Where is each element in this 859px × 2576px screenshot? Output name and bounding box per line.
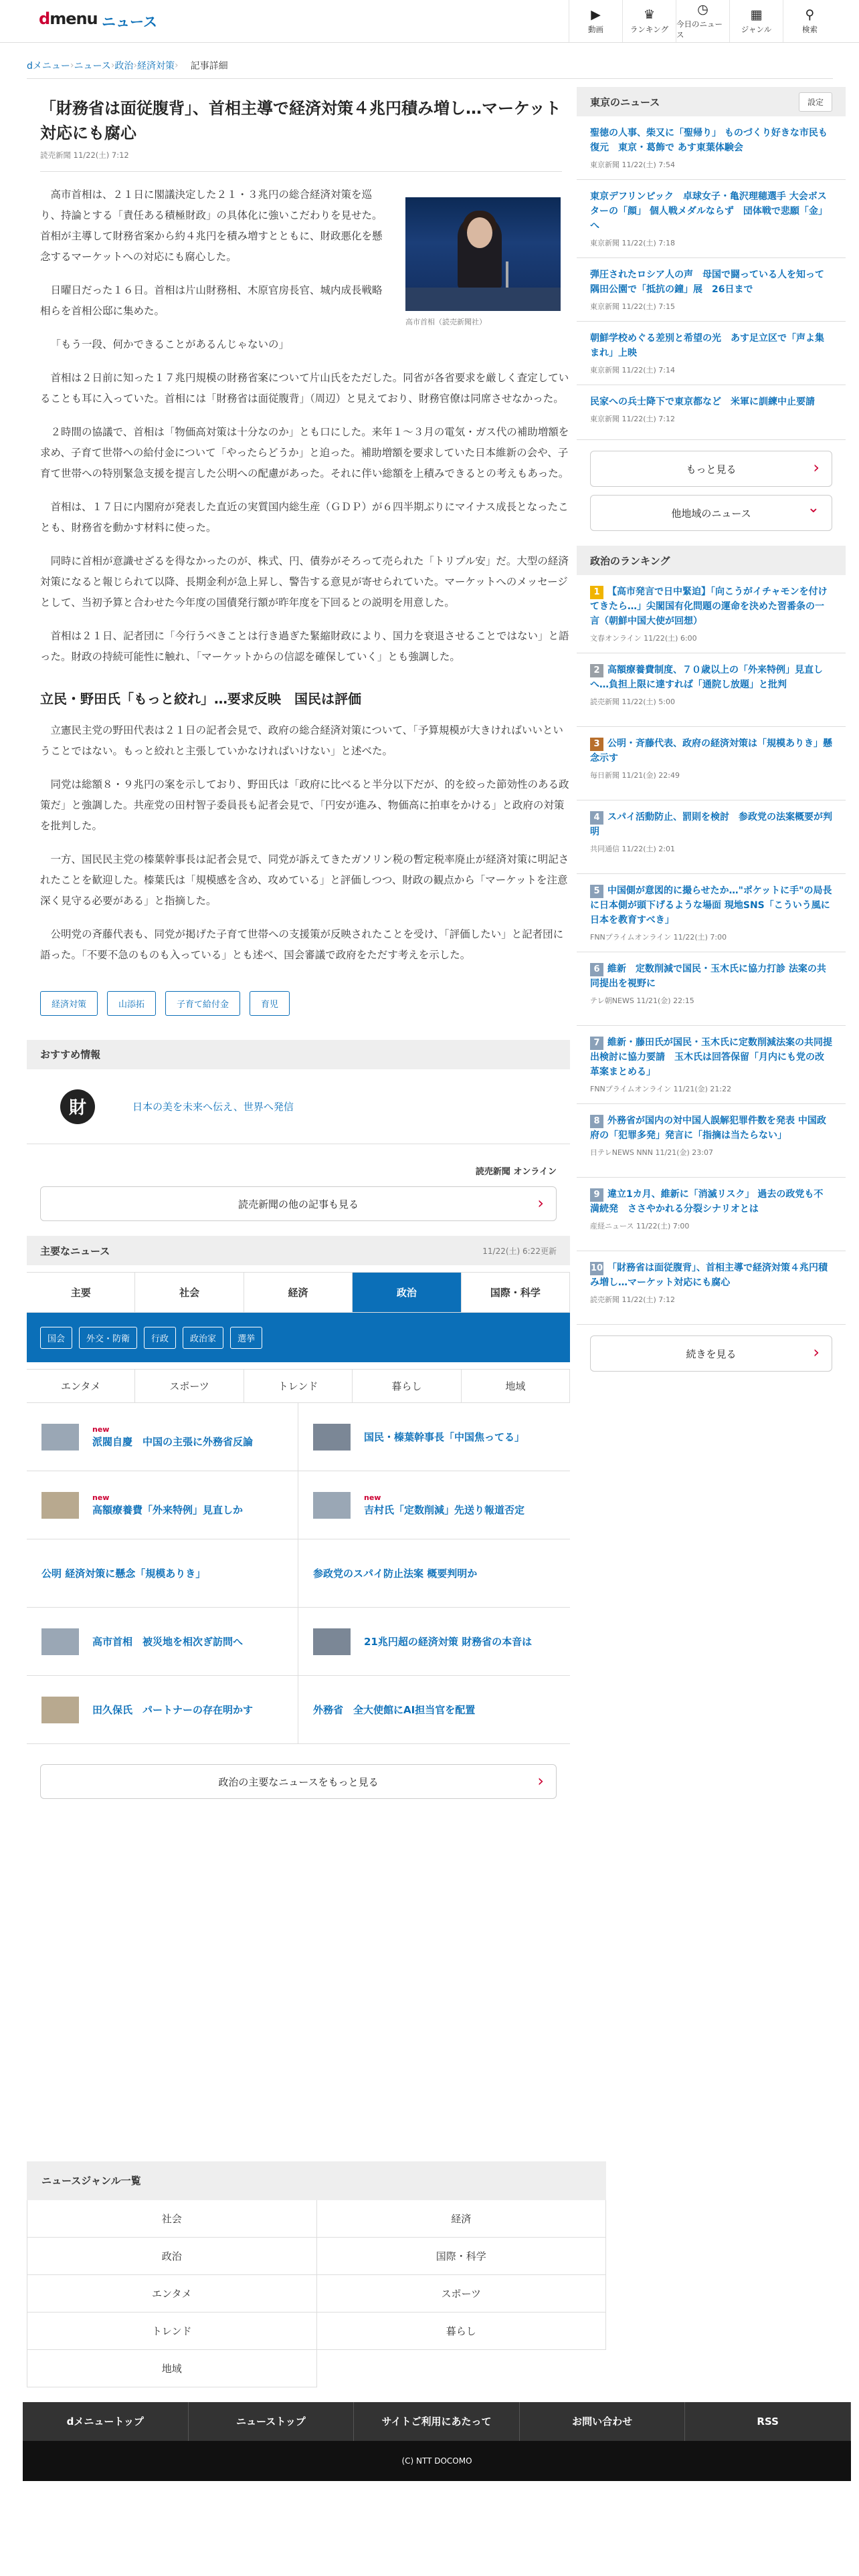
nav-label: 今日のニュース <box>676 19 723 39</box>
major-news-item[interactable] <box>27 1471 298 1539</box>
chevron-right-icon: › <box>70 60 74 71</box>
article-tag[interactable]: 山添拓 <box>107 991 156 1016</box>
politics-subtab[interactable]: 政治家 <box>183 1327 223 1349</box>
clock-icon: ◷ <box>697 2 708 17</box>
footer-link[interactable]: お問い合わせ <box>520 2402 686 2441</box>
ranking-more-button[interactable]: 続きを見る › <box>590 1335 832 1372</box>
major-news-item[interactable] <box>298 1608 570 1676</box>
ranking-title-row <box>590 1035 832 1079</box>
category-tab[interactable]: 国際・科学 <box>462 1272 570 1312</box>
ranking-title-row <box>590 810 832 839</box>
news-title-wrap <box>313 1703 475 1717</box>
tokyo-news-title: 朝鮮学校めぐる差別と希望の光 あす足立区で「声よ集まれ」上映 <box>590 333 824 358</box>
category-tab[interactable]: 地域 <box>462 1369 570 1402</box>
ranking-title: スパイ活動防止、罰則を検討 参政党の法案概要が判明 <box>590 812 832 837</box>
news-title-wrap <box>92 1634 243 1648</box>
ranking-list <box>577 575 846 1325</box>
ranking-meta: 読売新聞 11/22(土) 7:12 <box>590 1295 675 1304</box>
news-title: 参政党のスパイ防止法案 概要判明か <box>313 1568 478 1580</box>
news-thumbnail <box>313 1424 351 1451</box>
news-title: 外務省 全大使館にAI担当官を配置 <box>313 1704 476 1716</box>
ranking-title: 「財務省は面従腹背」、首相主導で経済対策４兆円積み増し…マーケット対応にも腐心 <box>590 1263 828 1288</box>
header-nav <box>569 0 836 42</box>
category-tab[interactable]: スポーツ <box>135 1369 244 1402</box>
ranking-meta: 読売新聞 11/22(土) 5:00 <box>590 697 675 706</box>
tokyo-news-meta: 東京新聞 11/22(土) 7:14 <box>590 366 675 374</box>
category-tab[interactable]: 経済 <box>244 1272 353 1312</box>
new-badge: new <box>92 1493 110 1502</box>
site-header <box>0 0 859 43</box>
rank-number: 2 <box>590 664 603 677</box>
footer-link[interactable]: dメニュートップ <box>23 2402 189 2441</box>
ranking-title: 維新 定数削減で国民・玉木氏に協力打診 法案の共同提出を視野に <box>590 964 826 989</box>
rank-number: 3 <box>590 738 603 751</box>
main-content <box>27 87 570 1799</box>
footer-link[interactable]: RSS <box>685 2402 851 2441</box>
tokyo-news-item[interactable] <box>577 385 846 440</box>
breadcrumb <box>27 52 833 79</box>
nav-trophy[interactable] <box>622 0 676 42</box>
site-footer <box>23 2402 851 2481</box>
ranking-title-row <box>590 962 832 991</box>
rank-number: 10 <box>590 1262 603 1275</box>
tokyo-news-item[interactable] <box>577 116 846 180</box>
yomiuri-online-logo: 読売新聞 オンライン <box>475 1167 557 1177</box>
news-title: 高市首相 被災地を相次ぎ訪問へ <box>92 1636 244 1648</box>
major-news-item[interactable] <box>298 1403 570 1471</box>
ranking-item[interactable] <box>577 1104 846 1178</box>
recommend-logo: 財 <box>60 1089 95 1124</box>
ranking-meta: FNNプライムオンライン 11/21(金) 21:22 <box>590 1085 732 1093</box>
nav-search[interactable] <box>783 0 836 42</box>
news-thumbnail <box>41 1492 79 1519</box>
article-body-2 <box>40 720 570 966</box>
news-title: 国民・榛葉幹事長「中国焦ってる」 <box>364 1431 525 1443</box>
major-news-item[interactable] <box>27 1539 298 1608</box>
nav-label: ランキング <box>630 25 669 34</box>
article-paragraph: 日曜日だった１６日。首相は片山財務相、木原官房長官、城内成長戦略相らを首相公邸に集めた。 <box>40 284 383 317</box>
politics-subtab[interactable]: 国会 <box>40 1327 72 1349</box>
ranking-title: 【高市発言で日中緊迫】「向こうがイチャモンを付けてきたら…」尖閣国有化問題の運命を決めた習番条の一言（朝鮮中国大使が回想） <box>590 586 828 627</box>
tokyo-news-title: 東京デフリンピック 卓球女子・亀沢理穂選手 大会ボスターの「顔」 個人戦メダルならず 団体戦で悲願「金」へ <box>590 191 828 231</box>
major-news-header <box>27 1236 570 1265</box>
article-paragraph: 首相は、１７日に内閣府が発表した直近の実質国内総生産（ＧＤＰ）が６四半期ぶりにマイナス成長となったことも、財務省を動かす材料に使った。 <box>40 501 569 534</box>
tokyo-news-meta: 東京新聞 11/22(土) 7:18 <box>590 239 675 247</box>
other-region-select[interactable]: 他地域のニュース ⌄ <box>590 495 832 531</box>
ranking-heading: 政治のランキング <box>590 554 670 567</box>
news-title: 吉村氏「定数削減」先送り報道否定 <box>364 1504 525 1516</box>
major-news-grid <box>27 1403 570 1744</box>
nav-video[interactable] <box>569 0 622 42</box>
rank-number: 1 <box>590 586 603 599</box>
ranking-title: 違立1カ月、維新に「消滅リスク」 過去の政党も不満続発 ささやかれる分裂シナリオとは <box>590 1189 824 1214</box>
category-tabs <box>27 1272 570 1313</box>
breadcrumb-item: 記事詳細 <box>190 60 228 72</box>
breadcrumb-item[interactable]: ニュース <box>74 60 111 72</box>
ranking-title-row <box>590 663 832 692</box>
rank-number: 7 <box>590 1037 603 1050</box>
category-tab[interactable]: 暮らし <box>353 1369 461 1402</box>
ranking-title: 中国側が意図的に撮らせたか…"ポケットに手"の局長に日本側が頭下げるような場面 現地SNS「こういう風に日本を教育すべき」 <box>590 885 832 926</box>
breadcrumb-item[interactable]: 政治 <box>114 60 134 72</box>
news-title: 21兆円超の経済対策 財務省の本音は <box>364 1636 533 1648</box>
tokyo-news-title: 弾圧されたロシア人の声 母国で闘っている人を知って 隅田公園で「抵抗の鐘」展 26日まで <box>590 270 834 295</box>
rank-number: 9 <box>590 1188 603 1202</box>
rank-number: 6 <box>590 963 603 976</box>
recommend-heading: おすすめ情報 <box>27 1040 570 1069</box>
ranking-item[interactable] <box>577 653 846 727</box>
trophy-icon: ♛ <box>643 7 656 22</box>
genre-item[interactable]: 社会 <box>27 2200 317 2238</box>
ranking-item[interactable] <box>577 800 846 874</box>
ranking-meta: 毎日新聞 11/21(金) 22:49 <box>590 771 680 780</box>
more-tokyo-button[interactable]: もっと見る › <box>590 451 832 487</box>
ranking-title-row <box>590 736 832 766</box>
tokyo-news-meta: 東京新聞 11/22(土) 7:15 <box>590 302 675 311</box>
ranking-item[interactable] <box>577 575 846 653</box>
article-photo[interactable] <box>405 197 561 311</box>
tokyo-news-header <box>577 87 846 116</box>
article-paragraph: 同党は総額８・９兆円の案を示しており、野田氏は「政府に比べると半分以下だが、的を絞った節効性のある政策だ」と強調した。共産党の田村智子委員長も記者会見で、「円安が進み、物価高に拍車をかける」と政府の対策を批判した。 <box>40 778 569 832</box>
article-paragraph: 同時に首相が意識せざるを得なかったのが、株式、円、債券がそろって売られた「トリプル安」だ。大型の経済対策になると報じられて以降、長期金利が急上昇し、警告する意見が寄せられていた。マーケットへのメッセージとして、当初予算と合わせた今年度の国債発行額が昨年度を下回るとの説明を用意した。 <box>40 555 569 609</box>
news-title: 派閥自慶 中国の主張に外務省反論 <box>92 1436 254 1448</box>
major-news <box>27 1236 570 1799</box>
search-icon: ⚲ <box>805 7 815 22</box>
news-title: 田久保氏 パートナーの存在明かす <box>92 1704 254 1716</box>
article-paragraph: 首相は２１日、記者団に「今行うべきことは行き過ぎた緊縮財政により、国力を衰退させることではない」と語った。財政の持続可能性に触れ、「マーケットからの信認を確保していく」とも強調した。 <box>40 630 569 663</box>
genre-item[interactable]: 経済 <box>317 2200 607 2238</box>
nav-label: ジャンル <box>741 25 772 34</box>
ranking-title: 外務省が国内の対中国人誤解犯罪件数を発表 中国政府の「犯罪多発」発言に「指摘は当たらない」 <box>590 1115 826 1141</box>
footer-link[interactable]: ニューストップ <box>189 2402 355 2441</box>
grid-icon: ▦ <box>750 7 763 22</box>
ranking-item[interactable] <box>577 1178 846 1251</box>
ranking-title: 維新・藤田氏が国民・玉木氏に定数削減法案の共同提出検討に協力要請 玉木氏は回答保留「月内にも党の改革案まとめる」 <box>590 1037 832 1077</box>
nav-label: 動画 <box>588 25 603 34</box>
more-yomiuri-button[interactable]: 読売新聞の他の記事も見る › <box>40 1186 557 1221</box>
tokyo-news-meta: 東京新聞 11/22(土) 7:12 <box>590 415 675 423</box>
article-paragraph: 高市首相は、２１日に閣議決定した２１・３兆円の総合経済対策を巡り、持論とする「責任ある積極財政」の具体化に強いこだわりを見せた。首相が主導して財務省案から約４兆円を積み増すとともに、財政悪化を懸念するマーケットへの対応にも腐心した。 <box>40 189 383 263</box>
recommend-text[interactable]: 日本の美を未来へ伝え、世界へ発信 <box>132 1101 294 1113</box>
major-news-item[interactable] <box>27 1676 298 1744</box>
chevron-right-icon: › <box>110 60 115 71</box>
sidebar <box>577 87 846 1372</box>
major-news-item[interactable] <box>27 1403 298 1471</box>
ranking-meta: 日テレNEWS NNN 11/21(金) 23:07 <box>590 1148 713 1157</box>
nav-label: 検索 <box>802 25 818 34</box>
ranking-item[interactable] <box>577 874 846 952</box>
copyright: (C) NTT DOCOMO <box>23 2441 851 2481</box>
ranking-header <box>577 546 846 575</box>
politics-subtab[interactable]: 選挙 <box>230 1327 262 1349</box>
politics-subtab[interactable]: 行政 <box>144 1327 176 1349</box>
article-photo-block <box>405 197 561 327</box>
nav-grid[interactable] <box>729 0 783 42</box>
news-thumbnail <box>41 1424 79 1451</box>
genre-item[interactable]: スポーツ <box>317 2275 607 2313</box>
ranking-title: 公明・斉藤代表、政府の経済対策は「規模ありき」懸念示す <box>590 738 832 764</box>
genre-item[interactable]: トレンド <box>27 2313 317 2350</box>
ranking-meta: 産経ニュース 11/22(土) 7:00 <box>590 1222 690 1230</box>
tokyo-news-item[interactable] <box>577 180 846 258</box>
tokyo-news-item[interactable] <box>577 322 846 385</box>
genre-item[interactable]: 地域 <box>27 2350 317 2387</box>
tokyo-news-meta: 東京新聞 11/22(土) 7:54 <box>590 160 675 169</box>
news-thumbnail <box>41 1697 79 1723</box>
category-tabs-2 <box>27 1369 570 1403</box>
article-paragraph: ２時間の協議で、首相は「物価高対策は十分なのか」とも口にした。来年１～３月の電気・ガス代の補助増額を求め、子育て世帯への給付金について「やったらどうか」と迫った。補助増額を要求していた日本維新の会や、子育て世帯への特別緊急支援を提言した公明への配慮があった。それに伴い総額を上積みできるとの考えもあった。 <box>40 426 569 479</box>
major-news-item[interactable] <box>298 1676 570 1744</box>
genre-item[interactable]: 政治 <box>27 2238 317 2275</box>
article-tag[interactable]: 育児 <box>250 991 290 1016</box>
major-news-item[interactable] <box>298 1471 570 1539</box>
settings-button[interactable]: 設定 <box>799 92 832 112</box>
category-tab[interactable]: 政治 <box>353 1272 461 1312</box>
rank-number: 5 <box>590 885 603 898</box>
article-meta <box>40 150 570 160</box>
article-title: 「財務省は面従腹背」、首相主導で経済対策４兆円積み増し…マーケット対応にも腐心 <box>40 99 561 142</box>
news-thumbnail <box>313 1492 351 1519</box>
news-title: 高額療養費「外来特例」見直しか <box>92 1504 244 1516</box>
article-paragraph: 一方、国民民主党の榛葉幹事長は記者会見で、同党が訴えてきたガソリン税の暫定税率廃止が経済対策に明記されたことを歓迎した。榛葉氏は「規模感を含め、攻めている」と評価しつつ、財政の観点から「マーケットを注意深く見守る必要がある」と指摘した。 <box>40 853 569 907</box>
rank-number: 4 <box>590 811 603 825</box>
news-title-wrap <box>364 1430 524 1444</box>
rank-number: 8 <box>590 1115 603 1128</box>
major-news-updated: 11/22(土) 6:22更新 <box>482 1246 557 1256</box>
chevron-right-icon: › <box>133 60 138 71</box>
ranking-item[interactable] <box>577 952 846 1026</box>
major-news-item[interactable] <box>27 1608 298 1676</box>
ranking-title-row <box>590 1113 832 1143</box>
chevron-right-icon: › <box>175 60 179 71</box>
major-news-heading: 主要なニュース <box>40 1245 110 1257</box>
news-title-wrap <box>92 1493 243 1517</box>
politics-subtabs <box>27 1313 570 1362</box>
ranking-title-row <box>590 883 832 928</box>
genre-item[interactable]: エンタメ <box>27 2275 317 2313</box>
ranking-item[interactable] <box>577 727 846 800</box>
category-tab[interactable]: トレンド <box>244 1369 353 1402</box>
article-source: 読売新聞 <box>40 150 71 160</box>
ranking-item[interactable] <box>577 1026 846 1104</box>
divider <box>40 171 562 172</box>
tokyo-news-title: 聖徳の人事、柴又に「聖帰り」 ものづくり好きな市民も復元 東京・葛飾で あす東葉体験会 <box>590 128 828 153</box>
news-title-wrap <box>41 1566 205 1580</box>
genre-item[interactable]: 暮らし <box>317 2313 607 2350</box>
category-tab[interactable]: 社会 <box>135 1272 244 1312</box>
footer-link[interactable]: サイトご利用にあたって <box>354 2402 520 2441</box>
ranking-title-row <box>590 1187 832 1216</box>
news-title: 公明 経済対策に懸念「規模ありき」 <box>41 1568 206 1580</box>
article-date: 11/22(土) 7:12 <box>73 150 129 160</box>
article-tags <box>40 991 570 1016</box>
ranking-title-row <box>590 1261 832 1290</box>
article-subheading: 立民・野田氏「もっと絞れ」…要求反映 国民は評価 <box>40 691 361 707</box>
new-badge: new <box>92 1425 110 1434</box>
breadcrumb-item[interactable]: 経済対策 <box>137 60 175 72</box>
news-title-wrap <box>92 1425 253 1448</box>
ranking-item[interactable] <box>577 1251 846 1325</box>
news-thumbnail <box>41 1628 79 1655</box>
article-paragraph: 立憲民主党の野田代表は２１日の記者会見で、政府の総合経済対策について、「予算規模が大きければいいということではない。もっと絞れと主張していかなければいけない」と述べた。 <box>40 724 563 757</box>
dmenu-logo[interactable]: dmenu <box>39 9 98 28</box>
ranking-meta: 文春オンライン 11/22(土) 6:00 <box>590 634 697 643</box>
article-paragraph: 「もう一段、何かできることがあるんじゃないの」 <box>50 338 290 350</box>
tokyo-news-title: 民家への兵士降下で東京都など 米軍に訓練中止要請 <box>590 397 815 407</box>
news-title-wrap <box>364 1634 532 1648</box>
video-icon: ▶ <box>591 7 601 22</box>
genre-item[interactable]: 国際・科学 <box>317 2238 607 2275</box>
breadcrumb-item[interactable]: dメニュー <box>27 60 70 72</box>
article-tag[interactable]: 経済対策 <box>40 991 98 1016</box>
genre-grid <box>27 2200 606 2387</box>
news-home-link[interactable]: ニュース <box>102 14 157 30</box>
more-politics-button[interactable]: 政治の主要なニュースをもっと見る › <box>40 1764 557 1799</box>
news-title-wrap <box>364 1493 524 1517</box>
tokyo-news-heading: 東京のニュース <box>590 96 660 108</box>
photo-caption: 高市首相（読売新聞社） <box>405 318 486 326</box>
major-news-item[interactable] <box>298 1539 570 1608</box>
politics-subtab[interactable]: 外交・防衛 <box>79 1327 137 1349</box>
news-thumbnail <box>313 1628 351 1655</box>
ranking-meta: 共同通信 11/22(土) 2:01 <box>590 845 675 853</box>
article-tag[interactable]: 子育て給付金 <box>165 991 240 1016</box>
article-paragraph: 首相は２日前に知った１７兆円規模の財務省案について片山氏をただした。同省が各省要求を厳しく査定していることも耳に入っていた。首相には「財務省は面従腹背」（周辺）と見えており、財務官僚は同席させなかった。 <box>40 372 569 405</box>
nav-clock[interactable] <box>676 0 729 42</box>
genre-heading: ニュースジャンル一覧 <box>27 2161 606 2200</box>
new-badge: new <box>364 1493 381 1502</box>
ranking-meta: テレ朝NEWS 11/21(金) 22:15 <box>590 996 694 1005</box>
category-tab[interactable]: 主要 <box>27 1272 135 1312</box>
tokyo-news-list <box>577 116 846 440</box>
recommend-item[interactable] <box>27 1069 570 1144</box>
news-title-wrap <box>92 1703 253 1717</box>
ranking-title: 高額療養費制度、７０歳以上の「外来特例」見直しへ…負担上限に達すれば「通院し放題」と批判 <box>590 665 823 690</box>
tokyo-news-item[interactable] <box>577 258 846 322</box>
genre-list <box>27 2161 606 2387</box>
footer-nav <box>23 2402 851 2441</box>
category-tab[interactable]: エンタメ <box>27 1369 135 1402</box>
news-title-wrap <box>313 1566 477 1580</box>
article-paragraph: 公明党の斉藤代表も、同党が掲げた子育て世帯への支援策が反映されたことを受け、「評価したい」と記者団に語った。「不要不急のものも入っている」とも述べ、国会審議で政府をただす考えを示した。 <box>40 928 564 961</box>
ranking-title-row <box>590 584 832 629</box>
ranking-meta: FNNプライムオンライン 11/22(土) 7:00 <box>590 933 727 942</box>
